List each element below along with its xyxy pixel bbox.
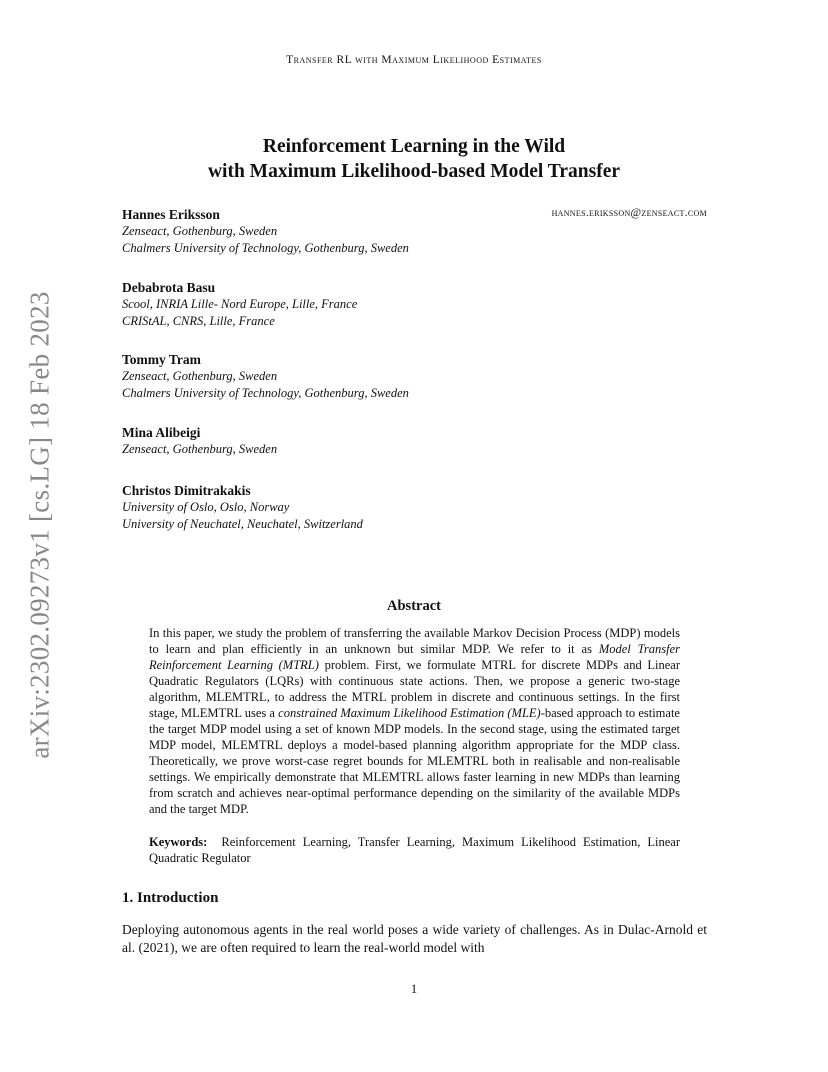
arxiv-stamp: arXiv:2302.09273v1 [cs.LG] 18 Feb 2023	[24, 291, 55, 759]
author-block-4	[122, 424, 722, 458]
author-affiliation: University of Oslo, Oslo, Norway	[122, 500, 290, 514]
author-affiliation: Chalmers University of Technology, Gothenburg, Sweden	[122, 241, 409, 255]
author-affiliation: Chalmers University of Technology, Gothenburg, Sweden	[122, 386, 409, 400]
author-affiliation: Zenseact, Gothenburg, Sweden	[122, 442, 278, 456]
author-name: Tommy Tram	[122, 352, 201, 367]
author-affiliation: Scool, INRIA Lille- Nord Europe, Lille, France	[122, 297, 358, 311]
author-affiliation: Zenseact, Gothenburg, Sweden	[122, 369, 278, 383]
author-block-2	[122, 279, 722, 330]
page-number: 1	[410, 982, 418, 996]
keywords-text: Reinforcement Learning, Transfer Learning, Maximum Likelihood Estimation, Linear Quadratic Regulator	[149, 835, 681, 865]
intro-paragraph: Deploying autonomous agents in the real world poses a wide variety of challenges. As in Dulac-Arnold et al. (2021), we are often required to learn the real-world model with	[122, 922, 707, 955]
title-line-2: with Maximum Likelihood-based Model Transfer	[207, 161, 621, 182]
author-name: Debabrota Basu	[122, 280, 216, 295]
author-block-5	[122, 482, 722, 533]
abstract-text: In this paper, we study the problem of transferring the available Markov Decision Process (MDP) models to learn and plan efficiently in an unknown but similar MDP. We refer to it as	[149, 626, 680, 656]
author-email[interactable]: hannes.eriksson@zenseact.com	[551, 207, 707, 219]
section-heading: 1. Introduction	[122, 890, 219, 906]
author-name: Christos Dimitrakakis	[122, 483, 251, 498]
author-name: Hannes Eriksson	[122, 207, 220, 222]
abstract-text: -based approach to estimate the target MDP model using a set of known MDP models. In the second stage, using the estimated target MDP model, MLEMTRL deploys a model-based planning algorithm appropriate for the MDP class. Theoretically, we prove worst-case regret bounds for MLEMTRL both in realisable and non-realisable settings. We empirically demonstrate that MLEMTRL allows faster learning in new MDPs than learning from scratch and achieves near-optimal performance depending on the similarity of the available MDPs and the target MDP.	[149, 706, 680, 816]
abstract-text: problem. First, we formulate MTRL for discrete MDPs and Linear Quadratic Regulators (LQRs) with continuous state actions. Then, we propose a generic two-stage algorithm, MLEMTRL, to address the MTRL problem in discrete and continuous settings. In the first stage, MLEMTRL uses a	[149, 658, 680, 720]
running-head: Transfer RL with Maximum Likelihood Estimates	[286, 54, 542, 66]
author-name: Mina Alibeigi	[122, 425, 201, 440]
abstract-emphasis: constrained Maximum Likelihood Estimation (MLE)	[278, 706, 541, 720]
abstract-body	[149, 625, 680, 817]
author-block-1	[122, 206, 722, 257]
paper-title	[0, 134, 828, 184]
author-affiliation: Zenseact, Gothenburg, Sweden	[122, 224, 278, 238]
title-line-1: Reinforcement Learning in the Wild	[262, 136, 566, 157]
author-affiliation: University of Neuchatel, Neuchatel, Switzerland	[122, 517, 363, 531]
author-block-3	[122, 351, 722, 402]
abstract-emphasis: Model Transfer Reinforcement Learning (MTRL)	[149, 642, 681, 672]
abstract-heading: Abstract	[387, 598, 441, 614]
keywords	[149, 834, 680, 866]
author-affiliation: CRIStAL, CNRS, Lille, France	[122, 314, 275, 328]
keywords-label: Keywords:	[149, 835, 208, 849]
abstract-paragraph	[149, 625, 680, 817]
